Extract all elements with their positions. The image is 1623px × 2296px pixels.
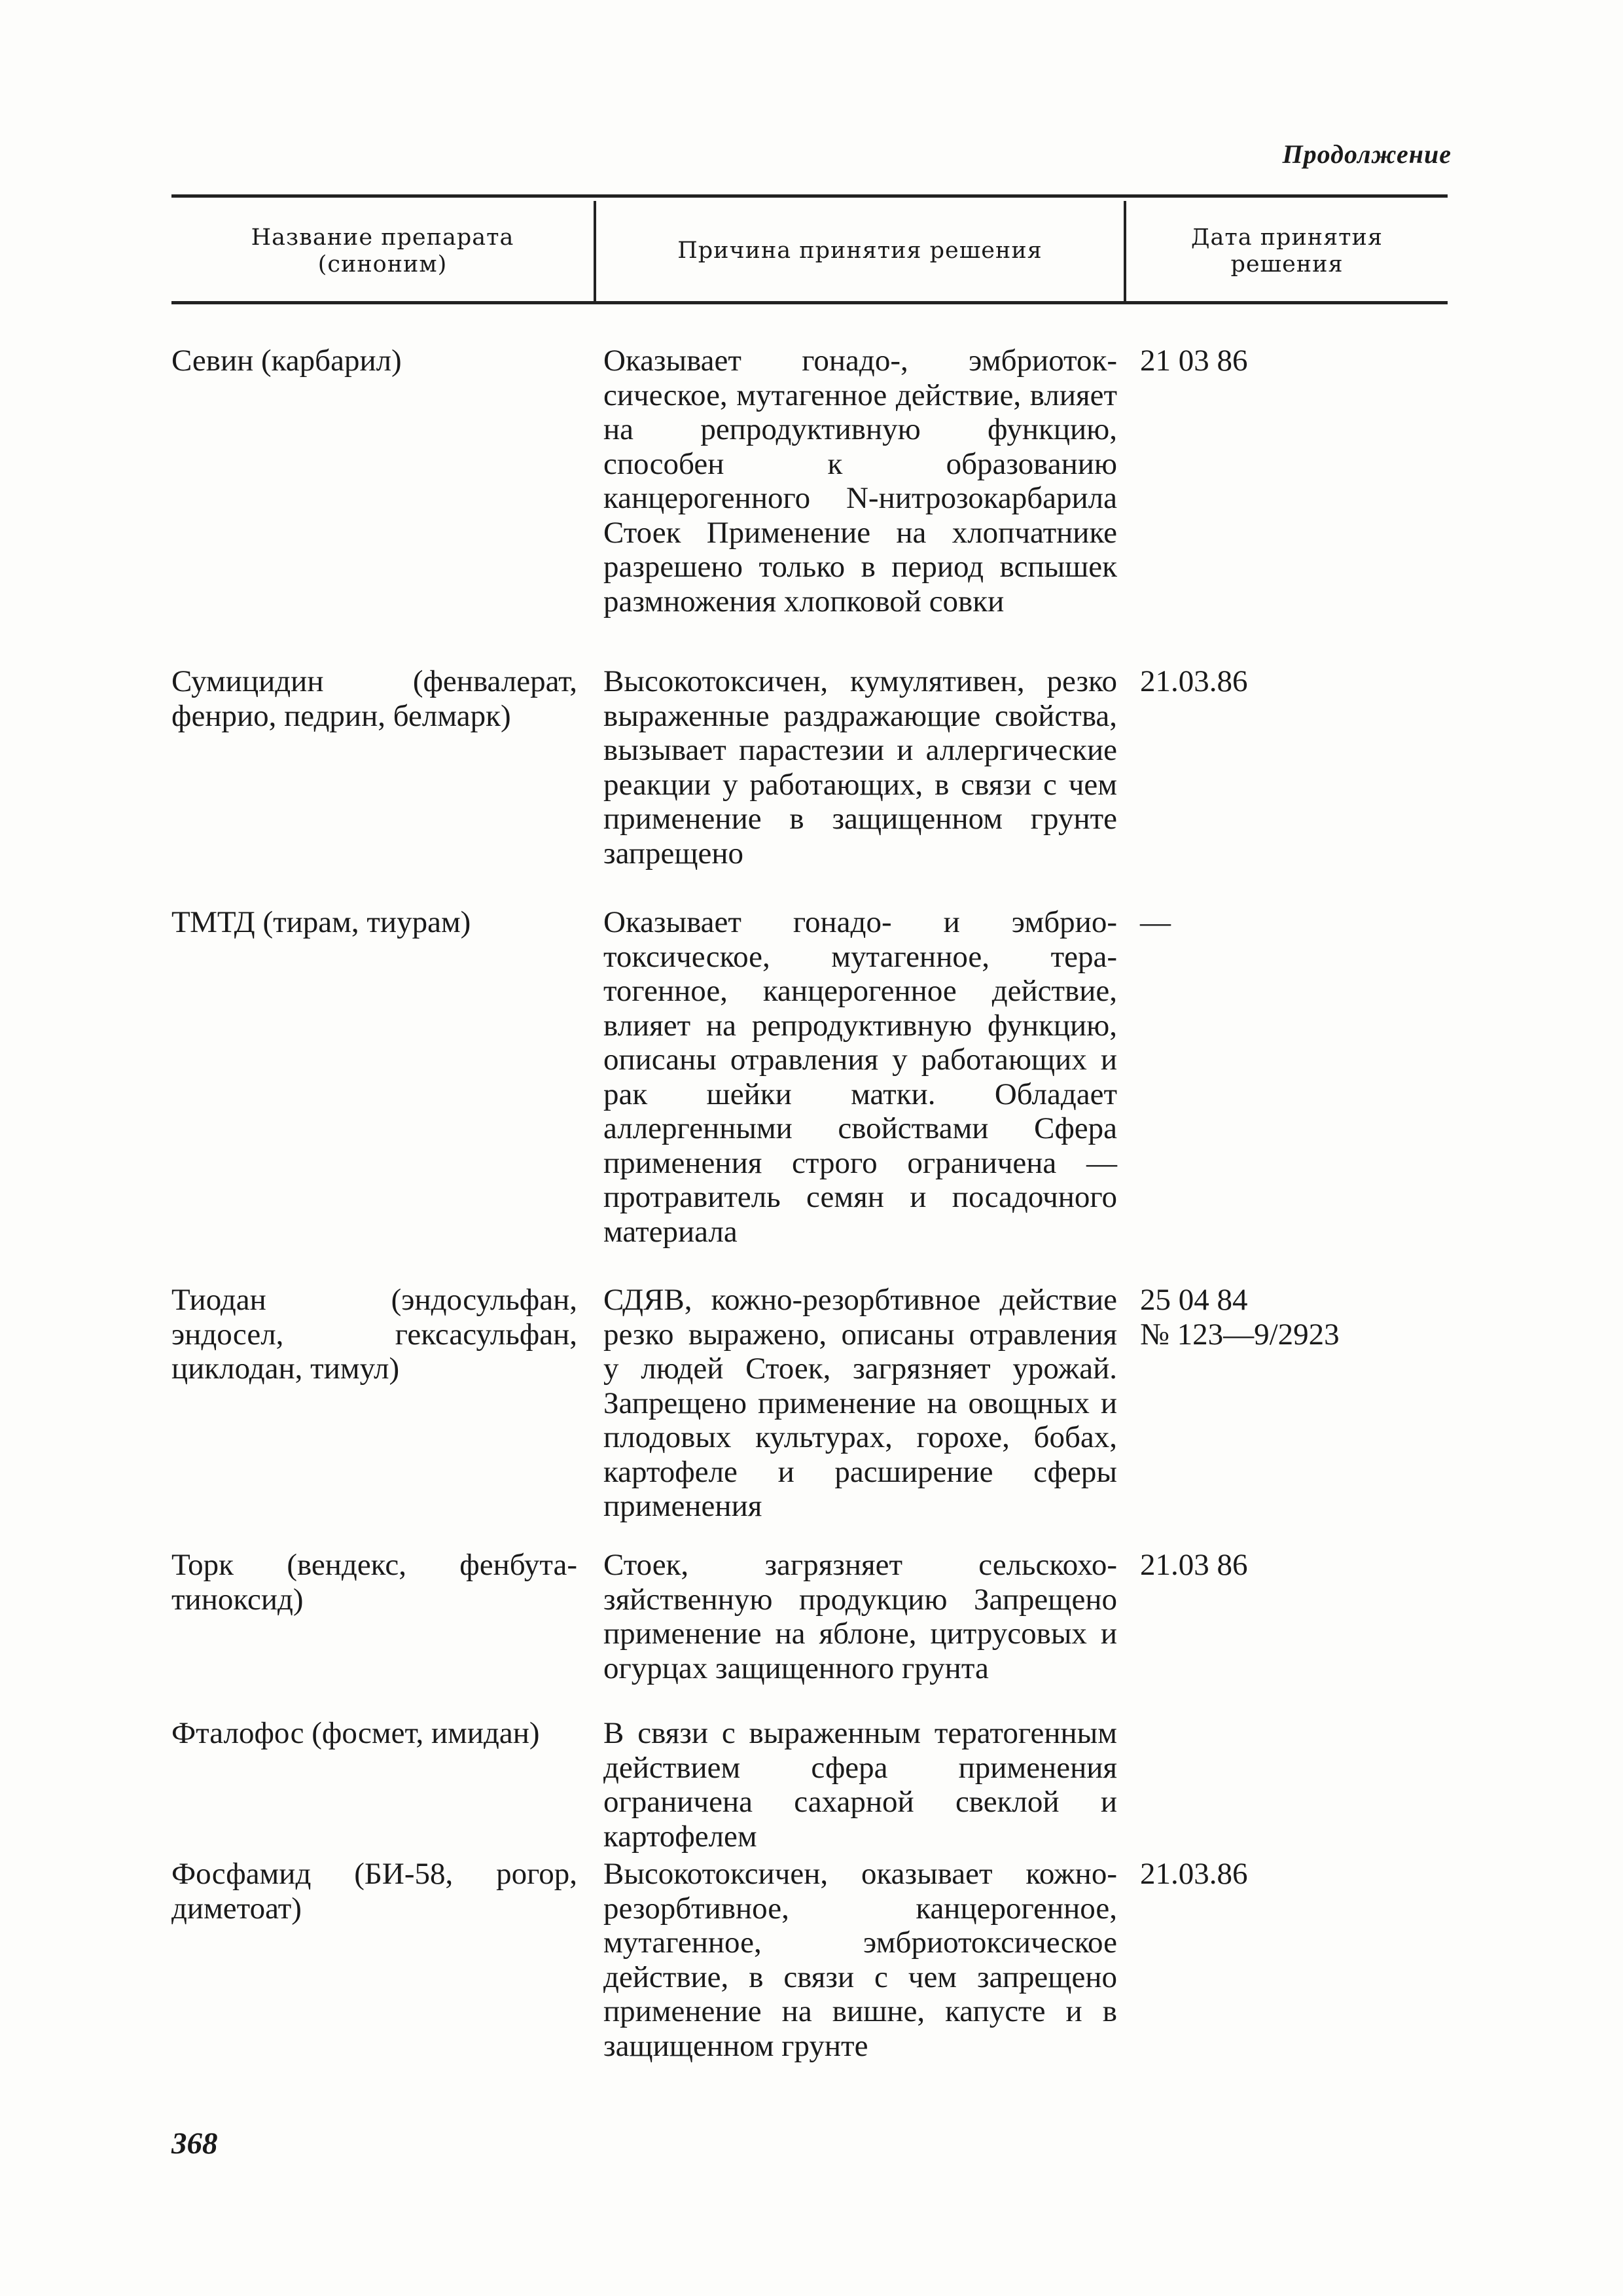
column-header-date bbox=[1126, 201, 1448, 301]
page-number: 368 bbox=[171, 2126, 218, 2161]
decision-reason: В связи с выраженным тератогенным действием сфера применения ограничена сахарной свеклой и картофелем bbox=[603, 1716, 1117, 1854]
decision-date: 21 03 86 bbox=[1140, 344, 1248, 378]
decision-reason: Высокотоксичен, кумулятивен, резко выраженные раздражающие свойства, вызывает парастезии и аллергические реакции у работающих, в связи с чем применение в защищенном грунте запрещено bbox=[603, 664, 1117, 870]
decision-reason: Оказывает гонадо-, эмбриотоксическое, мутагенное действие, влияет на репродуктивную функцию, способен к образованию канцерогенного N-нитрозокарбарила Стоек Применение на хлопчатнике разрешено только в период вспышек размножения хлопковой совки bbox=[603, 344, 1117, 619]
decision-reason: Высокотоксичен, оказывает кожно-резорбтивное, канцерогенное, мутагенное, эмбриотоксическое действие, в связи с чем запрещено применение на вишне, капусте и в защищенном грунте bbox=[603, 1857, 1117, 2063]
drug-name: Торк (вендекс, фенбутатиноксид) bbox=[171, 1548, 577, 1617]
column-header-reason-text: Причина принятия решения bbox=[677, 238, 1043, 264]
drug-name: Севин (карбарил) bbox=[171, 344, 402, 378]
drug-name: Тиодан (эндосульфан, эндосел, гексасульфан, циклодан, тимул) bbox=[171, 1283, 577, 1386]
column-header-date-text: Дата принятия решения bbox=[1191, 224, 1383, 278]
decision-date: 21.03 86 bbox=[1140, 1548, 1248, 1582]
decision-reason: Стоек, загрязняет сельскохозяйственную продукцию Запрещено применение на яблоне, цитрусовых и огурцах защищенного грунта bbox=[603, 1548, 1117, 1685]
table-top-rule bbox=[171, 194, 1448, 198]
drug-name: Сумицидин (фенвалерат, фенрио, педрин, белмарк) bbox=[171, 664, 577, 733]
column-header-reason bbox=[596, 201, 1124, 301]
drug-name: Фосфамид (БИ-58, рогор, диметоат) bbox=[171, 1857, 577, 1926]
column-header-name bbox=[171, 201, 594, 301]
continuation-label: Продолжение bbox=[1282, 139, 1452, 169]
table-header-bottom-rule bbox=[171, 301, 1448, 304]
decision-date: 25 04 84 № 123—9/2923 bbox=[1140, 1283, 1340, 1352]
decision-date: 21.03.86 bbox=[1140, 1857, 1248, 1891]
decision-date: — bbox=[1140, 905, 1171, 939]
drug-name: Фталофос (фосмет, имидан) bbox=[171, 1716, 540, 1750]
decision-reason: СДЯВ, кожно-резорбтивное действие резко выражено, описаны отравления у людей Стоек, загрязняет урожай. Запрещено применение на овощных и плодовых культурах, горохе, бобах, картофеле и расширение сферы применения bbox=[603, 1283, 1117, 1523]
decision-date: 21.03.86 bbox=[1140, 664, 1248, 698]
decision-reason: Оказывает гонадо- и эмбриотоксическое, мутагенное, тератогенное, канцерогенное действие, влияет на репродуктивную функцию, описаны отравления у работающих и рак шейки матки. Обладает аллергенными свойствами Сфера применения строго ограничена — протравитель семян и посадочного материала bbox=[603, 905, 1117, 1249]
drug-name: ТМТД (тирам, тиурам) bbox=[171, 905, 471, 939]
column-header-name-text: Название препарата (синоним) bbox=[251, 224, 514, 278]
